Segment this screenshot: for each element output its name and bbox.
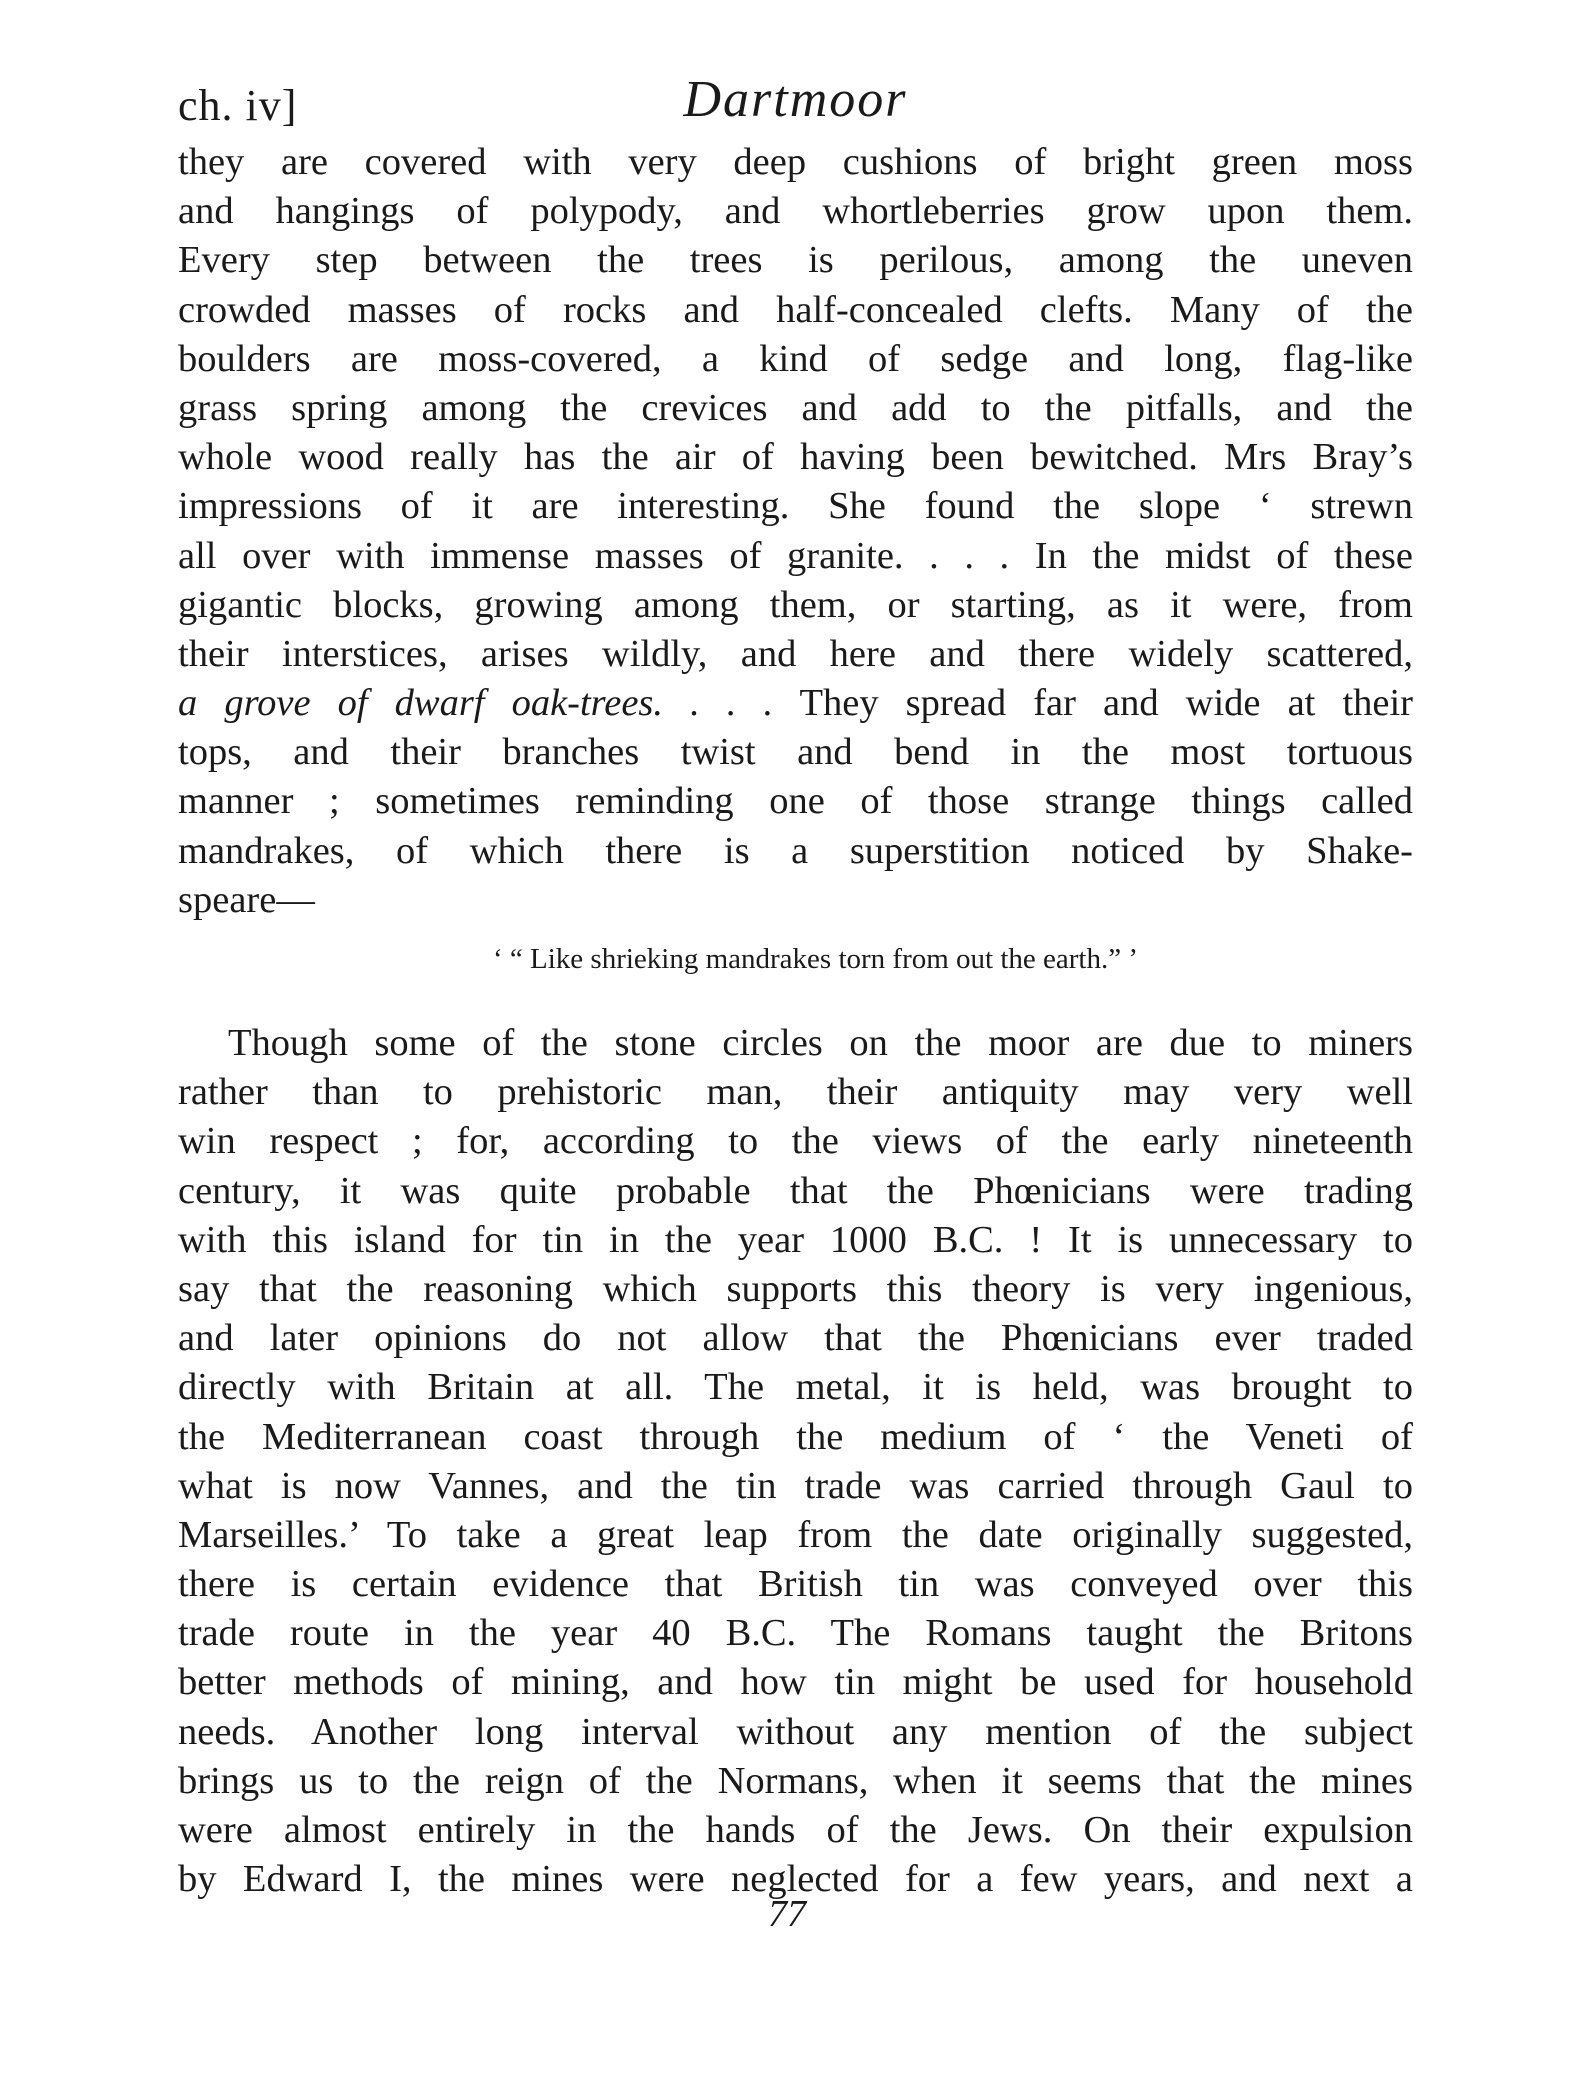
text-line: grass spring among the crevices and add to the pitfalls, and the xyxy=(178,386,1413,429)
block-quote: ‘ “ Like shrieking mandrakes torn from out the earth.” ’ xyxy=(492,943,1139,975)
text-line: win respect ; for, according to the views of the early nineteenth xyxy=(178,1120,1413,1163)
text-line: there is certain evidence that British tin was conveyed over this xyxy=(178,1563,1413,1606)
text-line: trade route in the year 40 B.C. The Romans taught the Britons xyxy=(178,1612,1413,1655)
text-line: Though some of the stone circles on the moor are due to miners xyxy=(228,1022,1413,1064)
text-line: by Edward I, the mines were neglected for a few years, and next a xyxy=(178,1858,1413,1901)
text-line: mandrakes, of which there is a superstition noticed by Shake- xyxy=(178,829,1413,872)
paragraph-2 xyxy=(178,1019,1413,1904)
text-line: they are covered with very deep cushions of bright green moss xyxy=(178,141,1413,183)
text-line: manner ; sometimes reminding one of those strange things called xyxy=(178,780,1413,823)
text-line: their interstices, arises wildly, and here and there widely scattered, xyxy=(178,632,1413,675)
text-line: rather than to prehistoric man, their antiquity may very well xyxy=(178,1071,1413,1114)
text-line: directly with Britain at all. The metal, it is held, was brought to xyxy=(178,1366,1413,1409)
text-line: and hangings of polypody, and whortleberries grow upon them. xyxy=(178,190,1413,233)
text-line: boulders are moss-covered, a kind of sedge and long, flag-like xyxy=(178,337,1413,380)
text-line: were almost entirely in the hands of the Jews. On their expulsion xyxy=(178,1809,1413,1851)
text-line: all over with immense masses of granite. . . . In the midst of these xyxy=(178,534,1413,577)
text-line: whole wood really has the air of having been bewitched. Mrs Bray’s xyxy=(178,436,1413,479)
text-line: say that the reasoning which supports this theory is very ingenious, xyxy=(178,1267,1413,1310)
text-line: needs. Another long interval without any mention of the subject xyxy=(178,1710,1413,1753)
text-line: with this island for tin in the year 1000 B.C. ! It is unnecessary to xyxy=(178,1218,1413,1261)
text-line-rest: They spread far and wide at their xyxy=(773,682,1413,725)
text-line: speare— xyxy=(178,878,315,921)
text-line xyxy=(178,679,1413,728)
page-number: 77 xyxy=(768,1893,806,1935)
text-line: what is now Vannes, and the tin trade was carried through Gaul to xyxy=(178,1464,1413,1507)
text-line: tops, and their branches twist and bend in the most tortuous xyxy=(178,731,1413,774)
text-line: brings us to the reign of the Normans, when it seems that the mines xyxy=(178,1759,1413,1802)
body-text xyxy=(178,138,1413,1904)
paragraph-1 xyxy=(178,138,1413,925)
text-line: century, it was quite probable that the Phœnicians were trading xyxy=(178,1169,1413,1212)
book-title: Dartmoor xyxy=(683,71,908,128)
text-line: Marseilles.’ To take a great leap from the date originally suggested, xyxy=(178,1513,1413,1556)
text-line: crowded masses of rocks and half-concealed clefts. Many of the xyxy=(178,288,1413,331)
text-line: better methods of mining, and how tin might be used for household xyxy=(178,1661,1413,1704)
chapter-reference: ch. iv] xyxy=(178,81,298,130)
italic-phrase: a grove of dwarf oak-trees. . . . xyxy=(178,682,774,725)
text-line: the Mediterranean coast through the medium of ‘ the Veneti of xyxy=(178,1415,1413,1458)
text-line: and later opinions do not allow that the Phœnicians ever traded xyxy=(178,1317,1413,1360)
text-line: Every step between the trees is perilous, among the uneven xyxy=(178,239,1413,282)
text-line: impressions of it are interesting. She found the slope ‘ strewn xyxy=(178,485,1413,528)
text-line: gigantic blocks, growing among them, or starting, as it were, from xyxy=(178,583,1413,626)
